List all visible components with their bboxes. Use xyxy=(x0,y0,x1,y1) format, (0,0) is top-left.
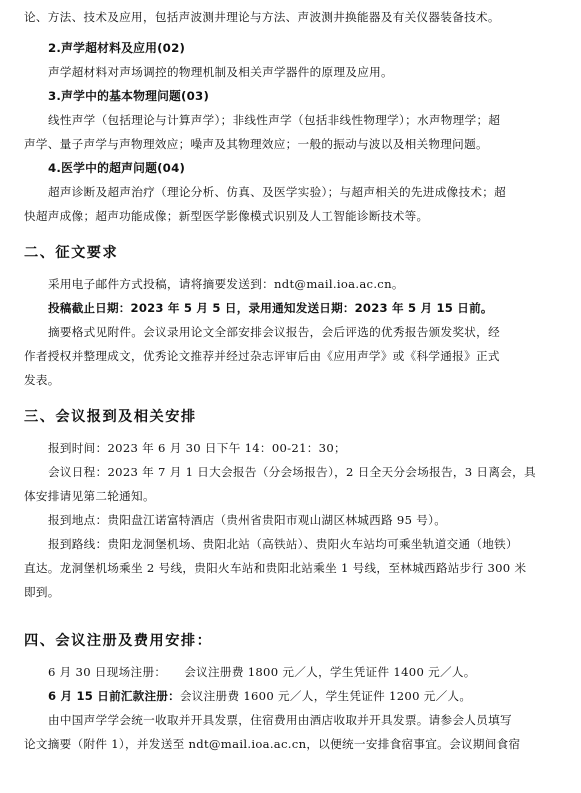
fee-onsite-amount: 会议注册费 1800 元／人，学生凭证件 1400 元／人。 xyxy=(184,665,476,679)
topic-heading-metamaterials: 2.声学超材料及应用(02) xyxy=(48,41,186,55)
topic-text-line: 线性声学（包括理论与计算声学）；非线性声学（包括非线性物理学）；水声物理学；超 xyxy=(48,113,501,127)
topic-text-line: 快超声成像；超声功能成像；新型医学影像模式识别及人工智能诊断技术等。 xyxy=(24,209,429,223)
section-heading-fees: 四、会议注册及费用安排： xyxy=(24,633,213,649)
arrangement-text-line: 会议日程：2023 年 7 月 1 日大会报告（分会场报告），2 日全天分会场报告，3 日离会，具 xyxy=(48,465,536,479)
submission-deadline-line: 投稿截止日期：2023 年 5 月 5 日，录用通知发送日期：2023 年 5 月 15 日前。 xyxy=(48,301,493,315)
topic-text-line: 声学超材料对声场调控的物理机制及相关声学器件的原理及应用。 xyxy=(48,65,393,79)
section-heading-submission: 二、征文要求 xyxy=(24,245,119,261)
intro-text-line: 论、方法、技术及应用，包括声波测井理论与方法、声波测井换能器及有关仪器装备技术。 xyxy=(24,10,500,24)
topic-heading-physics: 3.声学中的基本物理问题(03) xyxy=(48,89,210,103)
fees-text-line: 由中国声学学会统一收取并开具发票，住宿费用由酒店收取并开具发票。请参会人员填写 xyxy=(48,713,512,727)
fee-onsite-label: 6 月 30 日现场注册： xyxy=(48,665,167,679)
arrangement-text-line: 报到地点：贵阳盘江诺富特酒店（贵州省贵阳市观山湖区林城西路 95 号）。 xyxy=(48,513,447,527)
fee-onsite-line xyxy=(48,664,572,680)
submission-format-line: 发表。 xyxy=(24,373,60,387)
fee-early-label: 6 月 15 日前汇款注册： xyxy=(48,689,180,703)
fee-early-line xyxy=(48,688,572,704)
topic-text-line: 声学、量子声学与声物理效应；噪声及其物理效应；一般的振动与波以及相关物理问题。 xyxy=(24,137,488,151)
arrangement-text-line: 体安排请见第二轮通知。 xyxy=(24,489,155,503)
fees-text-line: 论文摘要（附件 1），并发送至 ndt@mail.ioa.ac.cn，以便统一安排食宿事宜。会议期间食宿 xyxy=(24,737,521,751)
submission-format-line: 作者授权并整理成文，优秀论文推荐并经过杂志评审后由《应用声学》或《科学通报》正式 xyxy=(24,349,500,363)
submission-format-line: 摘要格式见附件。会议录用论文全部安排会议报告，会后评选的优秀报告颁发奖状，经 xyxy=(48,325,500,339)
arrangement-text-line: 报到时间：2023 年 6 月 30 日下午 14：00-21：30； xyxy=(48,441,346,455)
submission-email-line: 采用电子邮件方式投稿，请将摘要发送到：ndt@mail.ioa.ac.cn。 xyxy=(48,277,404,291)
topic-heading-medical: 4.医学中的超声问题(04) xyxy=(48,161,186,175)
arrangement-text-line: 报到路线：贵阳龙洞堡机场、贵阳北站（高铁站）、贵阳火车站均可乘坐轨道交通（地铁） xyxy=(48,537,518,551)
fee-early-amount: 会议注册费 1600 元／人，学生凭证件 1200 元／人。 xyxy=(179,689,472,703)
topic-text-line: 超声诊断及超声治疗（理论分析、仿真、及医学实验）；与超声相关的先进成像技术；超 xyxy=(48,185,507,199)
section-heading-arrangement: 三、会议报到及相关安排 xyxy=(24,409,197,425)
arrangement-text-line: 即到。 xyxy=(24,585,60,599)
arrangement-text-line: 直达。龙洞堡机场乘坐 2 号线，贵阳火车站和贵阳北站乘坐 1 号线，至林城西路站步行 300 米 xyxy=(24,561,527,575)
